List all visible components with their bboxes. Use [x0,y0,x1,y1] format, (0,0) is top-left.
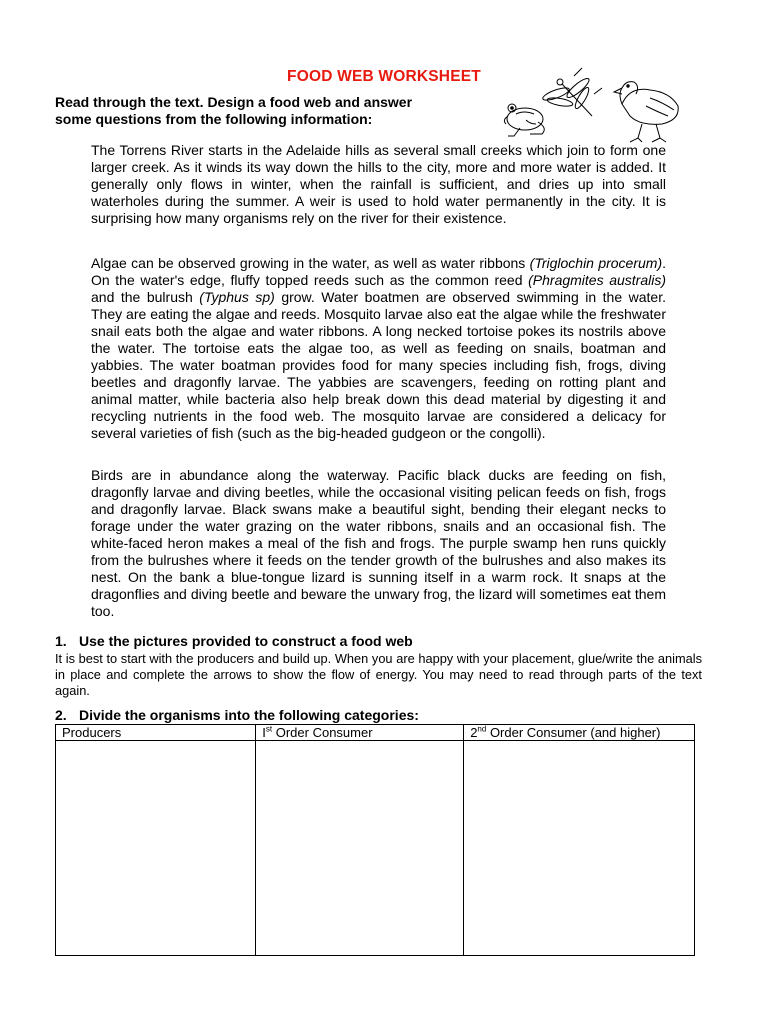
worksheet-title: FOOD WEB WORKSHEET [287,68,481,85]
para2-text-1: Algae can be observed growing in the water, as well as water ribbons [91,255,530,271]
para2-text-4: grow. Water boatmen are observed swimming in the water. They are eating the algae and reeds. Mosquito larvae also eat the algae while the freshwater snail eats both the algae and water ribbons. A long necked tortoise pokes its nostrils above the water. The tortoise eats the algae too, as well as feeding on snails, boatman and yabbies. The water boatman provides food for many species including fish, frogs, diving beetles and dragonfly larvae. The yabbies are scavengers, feeding on rotting plant and animal matter, while bacteria also help break down this dead material by digesting it and recycling nutrients in the food web. The mosquito larvae are considered a delicacy for several varieties of fish (such as the big-headed gudgeon or the congolli). [91,289,666,441]
question-2-heading [55,707,419,723]
header-first-order-sup: st [265,724,273,734]
header-first-order-consumer [256,725,464,741]
categories-table [55,724,695,956]
header-second-order-consumer [464,725,695,741]
question-1-number: 1. [55,633,67,649]
dragonfly-icon [541,68,602,116]
header-first-order-suffix: Order Consumer [272,724,373,740]
header-first-order-prefix: I [262,724,266,740]
species-phragmites: (Phragmites australis) [528,272,666,288]
species-typhus: (Typhus sp) [199,289,275,305]
categories-answer-row [56,741,695,956]
paragraph-river: The Torrens River starts in the Adelaide hills as several small creeks which join to form one larger creek. As it winds its way down the hills to the city, more and more water is added. It generally only flows in winter, when the rainfall is sufficient, and dries up into small waterholes during the summer. A weir is used to hold water permanently in the city. It is surprising how many organisms rely on the river for their existence. [91,142,666,226]
species-triglochin: (Triglochin procerum) [529,255,663,271]
question-1-text: Use the pictures provided to construct a food web [79,633,413,649]
categories-header-row [56,725,695,741]
question-1-instructions: It is best to start with the producers and build up. When you are happy with your placement, glue/write the animals in place and complete the arrows to show the flow of energy. You may need to read through parts of the text again. [55,651,702,698]
animal-illustrations [490,64,690,144]
frog-icon [504,104,544,136]
producers-answer-cell[interactable] [56,741,256,956]
question-2-number: 2. [55,707,67,723]
header-second-order-prefix: 2 [470,724,478,740]
intro-line-2: some questions from the following information: [55,111,373,127]
paragraph-birds: Birds are in abundance along the waterway. Pacific black ducks are feeding on fish, dragonfly larvae and diving beetles, while the occasional visiting pelican feeds on fish, frogs and dragonfly larvae. Black swans make a beautiful sight, bending their elegant necks to forage under the water grazing on the water ribbons, snails and an occasional fish. The white-faced heron makes a meal of the fish and frogs. The purple swamp hen runs quickly from the bulrushes where it feeds on the tender growth of the bulrushes and also makes its nest. On the bank a blue-tongue lizard is sunning itself in a warm rock. It snaps at the dragonflies and diving beetle and beware the unwary frog, the lizard will sometimes eat them too. [91,467,666,619]
swamp-hen-icon [614,82,678,142]
first-order-answer-cell[interactable] [256,741,464,956]
question-1-heading [55,633,413,649]
header-second-order-sup: nd [477,724,487,734]
header-producers: Producers [56,725,256,741]
question-2-text: Divide the organisms into the following categories: [79,707,419,723]
header-second-order-suffix: Order Consumer (and higher) [486,724,661,740]
paragraph-organisms [91,255,666,442]
para2-text-3: and the bulrush [91,289,200,305]
intro-line-1: Read through the text. Design a food web and answer [55,94,413,110]
intro-instructions [55,94,475,128]
para2-text-2: . On the water's edge, fluffy topped reeds such as the common reed [91,255,667,288]
second-order-answer-cell[interactable] [464,741,695,956]
